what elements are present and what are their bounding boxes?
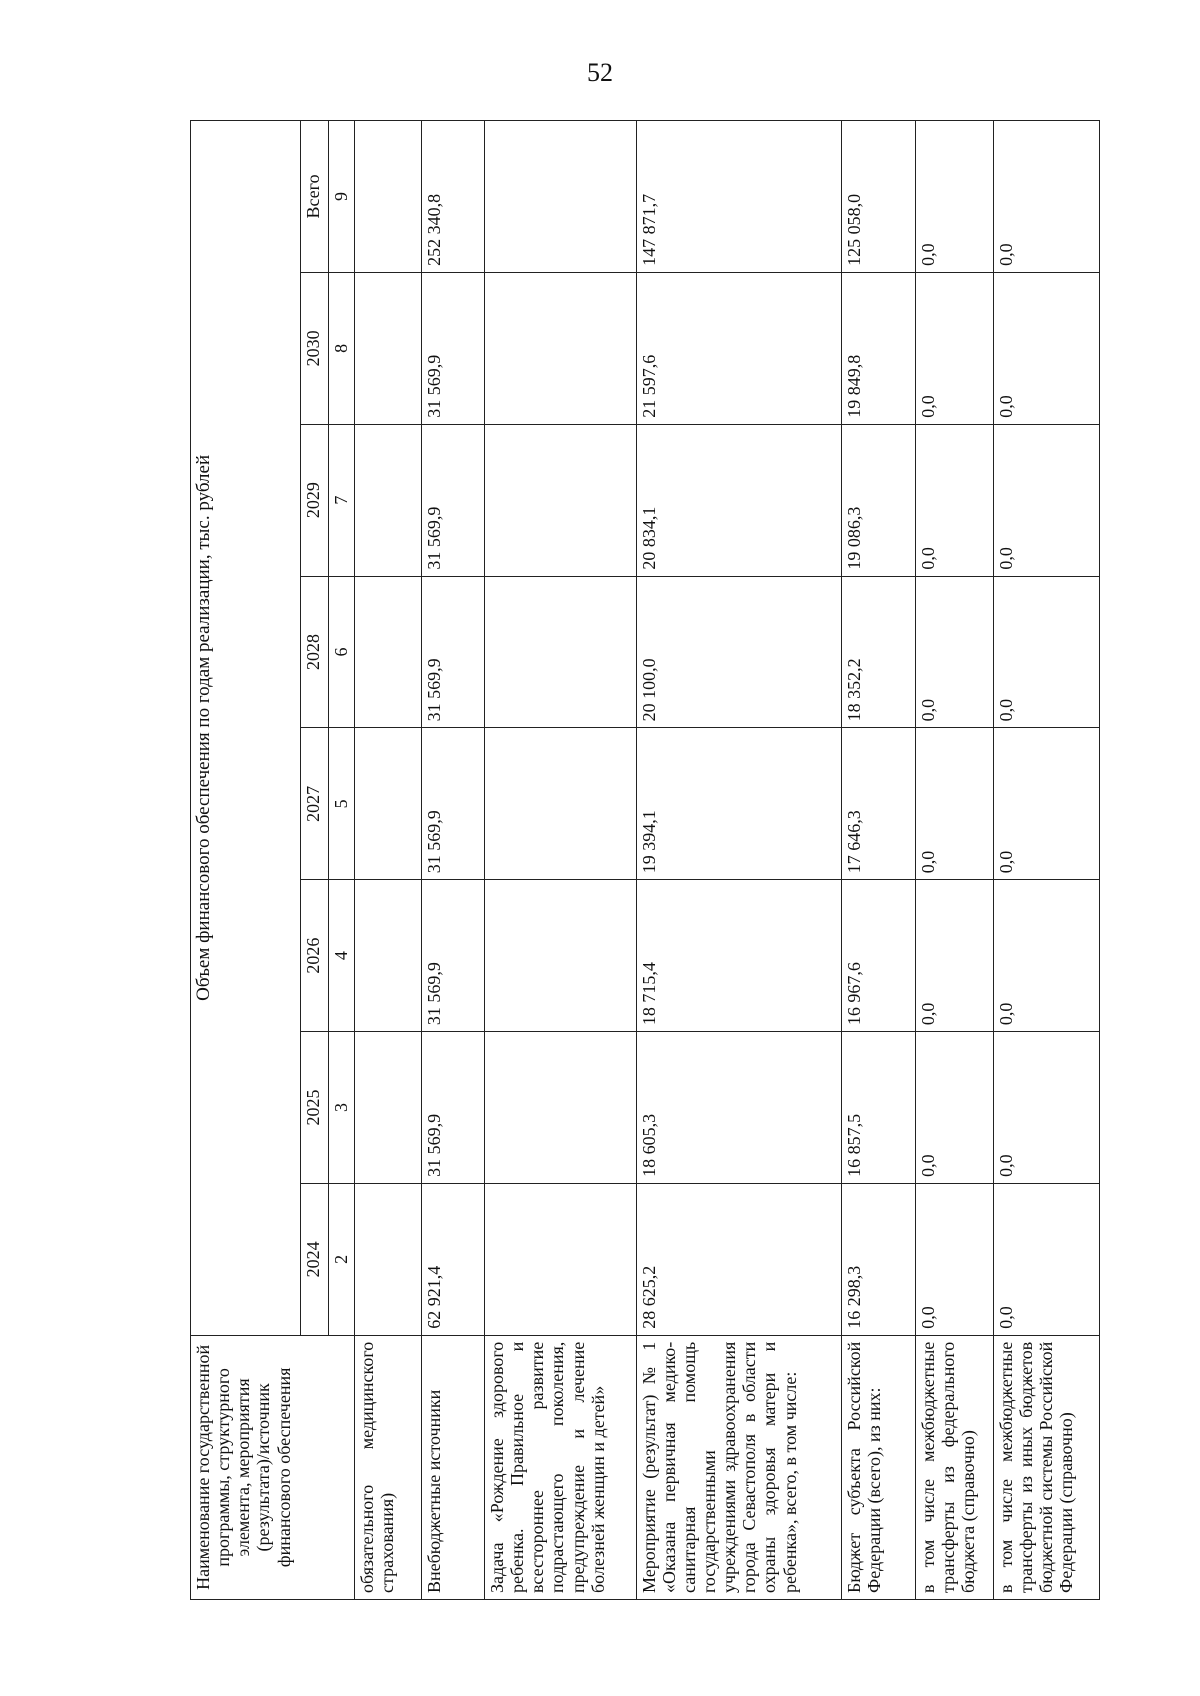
row-year-value: 0,0: [993, 576, 1099, 728]
row-year-value: [484, 1032, 636, 1184]
row-year-value: [355, 728, 422, 880]
total-header: Всего: [301, 121, 329, 273]
row-name: Мероприятие (результат) № 1 «Оказана первичная медико-санитарная помощь государственными учреждениями здравоохранения города Севастополя в области охраны здоровья матери и ребенка», всего, в том числе:: [636, 1335, 842, 1599]
row-total-value: [355, 121, 422, 273]
row-year-value: 62 921,4: [422, 1183, 485, 1335]
row-year-value: [484, 424, 636, 576]
row-total-value: 147 871,7: [636, 121, 842, 273]
row-year-value: 18 605,3: [636, 1032, 842, 1184]
column-number: 2: [329, 1183, 355, 1335]
year-header: 2029: [301, 424, 329, 576]
column-number: 4: [329, 880, 355, 1032]
row-year-value: [355, 1032, 422, 1184]
row-year-value: 0,0: [915, 880, 993, 1032]
row-year-value: [355, 424, 422, 576]
row-year-value: 21 597,6: [636, 272, 842, 424]
year-header: 2030: [301, 272, 329, 424]
row-year-value: [355, 1183, 422, 1335]
row-year-value: [484, 576, 636, 728]
row-total-value: 0,0: [993, 121, 1099, 273]
year-header: 2024: [301, 1183, 329, 1335]
row-name: обязательного медицинского страхования): [355, 1335, 422, 1599]
volume-header: Объем финансового обеспечения по годам реализации, тыс. рублей: [191, 121, 301, 1336]
row-year-value: 0,0: [915, 424, 993, 576]
row-year-value: 16 298,3: [842, 1183, 916, 1335]
name-column-header: Наименование государственной программы, структурного элемента, мероприятия (результата)/источник финансового обеспечения: [191, 1335, 355, 1599]
row-year-value: 20 100,0: [636, 576, 842, 728]
column-number: 9: [329, 121, 355, 273]
row-year-value: 0,0: [993, 1032, 1099, 1184]
row-year-value: 16 857,5: [842, 1032, 916, 1184]
column-number: 7: [329, 424, 355, 576]
row-year-value: [355, 272, 422, 424]
table-row: [993, 121, 1099, 1600]
row-year-value: 28 625,2: [636, 1183, 842, 1335]
row-year-value: 18 352,2: [842, 576, 916, 728]
row-year-value: [484, 728, 636, 880]
table-body: [355, 121, 1100, 1600]
row-year-value: 31 569,9: [422, 424, 485, 576]
row-name: в том числе межбюджетные трансферты из федерального бюджета (справочно): [915, 1335, 993, 1599]
row-year-value: [355, 880, 422, 1032]
row-year-value: [484, 272, 636, 424]
row-year-value: 0,0: [915, 1183, 993, 1335]
table-row: [915, 121, 993, 1600]
row-year-value: 0,0: [915, 272, 993, 424]
table-row: [422, 121, 485, 1600]
row-name: Внебюджетные источники: [422, 1335, 485, 1599]
row-total-value: 125 058,0: [842, 121, 916, 273]
row-year-value: 0,0: [993, 272, 1099, 424]
row-year-value: 19 086,3: [842, 424, 916, 576]
row-year-value: 31 569,9: [422, 1032, 485, 1184]
row-year-value: [484, 1183, 636, 1335]
year-header: 2027: [301, 728, 329, 880]
rotated-table-container: [190, 120, 1100, 1600]
row-year-value: 0,0: [993, 880, 1099, 1032]
year-header: 2028: [301, 576, 329, 728]
row-year-value: 31 569,9: [422, 272, 485, 424]
row-name: Бюджет субъекта Российской Федерации (всего), из них:: [842, 1335, 916, 1599]
table-row: [636, 121, 842, 1600]
row-year-value: [355, 576, 422, 728]
row-year-value: 0,0: [993, 728, 1099, 880]
row-name: Задача «Рождение здорового ребенка. Правильное и всестороннее развитие подрастающего поколения, предупреждение и лечение болезней женщин и детей»: [484, 1335, 636, 1599]
year-header: 2026: [301, 880, 329, 1032]
row-year-value: 0,0: [915, 728, 993, 880]
column-number: 3: [329, 1032, 355, 1184]
column-number: 6: [329, 576, 355, 728]
row-year-value: 31 569,9: [422, 576, 485, 728]
column-number: 8: [329, 272, 355, 424]
row-total-value: 0,0: [915, 121, 993, 273]
column-number: 5: [329, 728, 355, 880]
row-year-value: 18 715,4: [636, 880, 842, 1032]
row-year-value: 0,0: [993, 424, 1099, 576]
row-year-value: 16 967,6: [842, 880, 916, 1032]
row-name: в том числе межбюджетные трансферты из иных бюджетов бюджетной системы Российской Федерации (справочно): [993, 1335, 1099, 1599]
row-total-value: [484, 121, 636, 273]
row-year-value: 0,0: [993, 1183, 1099, 1335]
row-year-value: 19 394,1: [636, 728, 842, 880]
table-row: [484, 121, 636, 1600]
row-year-value: 17 646,3: [842, 728, 916, 880]
financing-table: [190, 120, 1100, 1600]
page-number: 52: [587, 58, 613, 87]
year-header: 2025: [301, 1032, 329, 1184]
row-year-value: 19 849,8: [842, 272, 916, 424]
table-row: [842, 121, 916, 1600]
table-row: [355, 121, 422, 1600]
row-year-value: 31 569,9: [422, 880, 485, 1032]
row-year-value: 31 569,9: [422, 728, 485, 880]
row-year-value: [484, 880, 636, 1032]
row-year-value: 0,0: [915, 1032, 993, 1184]
row-year-value: 0,0: [915, 576, 993, 728]
row-total-value: 252 340,8: [422, 121, 485, 273]
row-year-value: 20 834,1: [636, 424, 842, 576]
